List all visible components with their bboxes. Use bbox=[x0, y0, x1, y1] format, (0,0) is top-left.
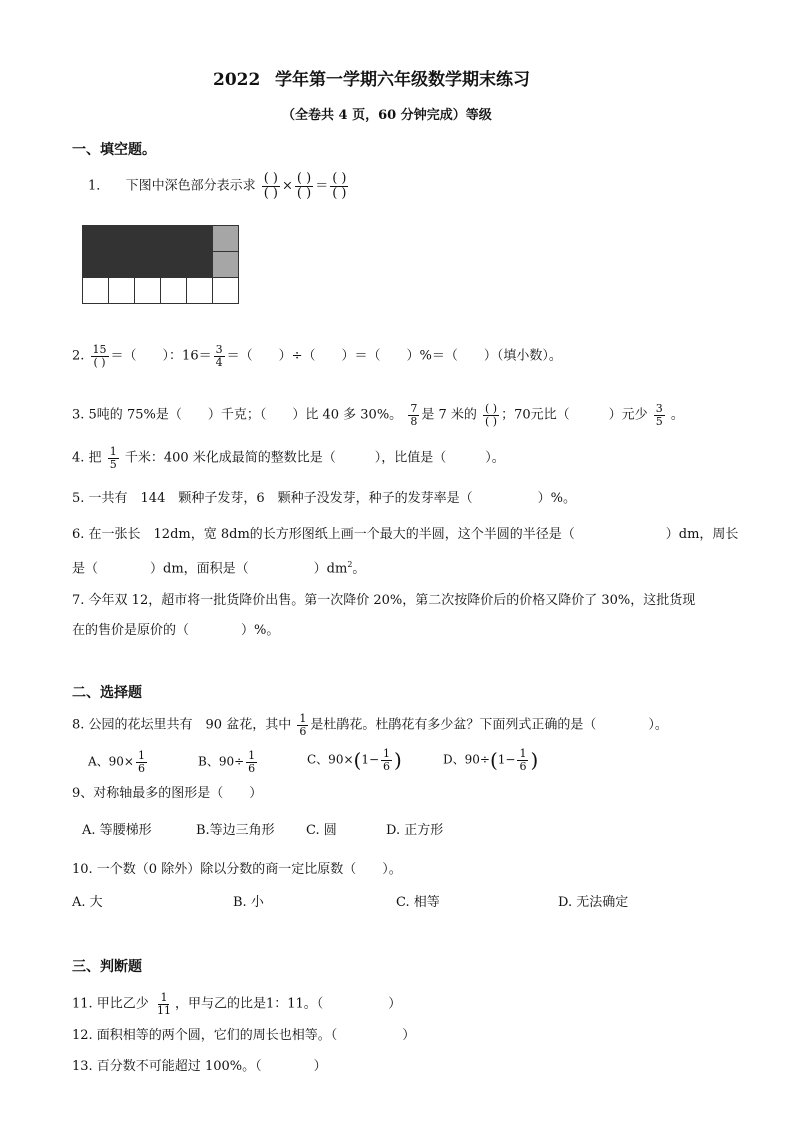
question-1: 1． 下图中深色部分表示求 $\frac{( )}{( )}$ × $\frac{( )}{( )}$ ＝ $\frac{( )}{( )}$ bbox=[88, 171, 347, 201]
option-10d[interactable]: D. 无法确定 bbox=[558, 895, 629, 910]
question-text: 11. 甲比乙少 bbox=[72, 996, 149, 1012]
fraction: $\frac{15}{( )}$ bbox=[92, 343, 107, 369]
fraction: $\frac{1}{6}$ bbox=[519, 747, 527, 773]
option-8d[interactable]: D、90÷(1− $\frac{1}{6}$ ) bbox=[443, 747, 539, 773]
fraction: $\frac{1}{6}$ bbox=[299, 712, 307, 738]
fraction: $\frac{7}{8}$ bbox=[410, 402, 418, 428]
fraction: $\frac{1}{6}$ bbox=[383, 747, 391, 773]
question-text: ＝（ ）：16＝ bbox=[110, 348, 212, 364]
blank-fraction[interactable]: $\frac{( )}{( )}$ bbox=[332, 171, 347, 201]
fraction: $\frac{3}{4}$ bbox=[215, 343, 223, 369]
fraction-grid-figure bbox=[82, 225, 239, 304]
superscript: 2 bbox=[347, 560, 353, 569]
question-7-line-1: 7. 今年双 12，超市将一批货降价出售。第一次降价 20%，第二次按降价后的价格又降价了 30%，这批货现 bbox=[72, 593, 696, 608]
question-8 bbox=[72, 713, 668, 737]
question-9: 9、对称轴最多的图形是（ ） bbox=[72, 786, 263, 801]
option-9d[interactable]: D. 正方形 bbox=[386, 823, 444, 838]
page-subtitle: （全卷共 4 页，60 分钟完成）等级 bbox=[282, 108, 492, 123]
option-10b[interactable]: B. 小 bbox=[233, 895, 264, 910]
option-8c[interactable]: C、90×(1− $\frac{1}{6}$ ) bbox=[307, 747, 402, 773]
question-11 bbox=[72, 992, 401, 1016]
question-text: 。 bbox=[670, 407, 684, 423]
option-10c[interactable]: C. 相等 bbox=[396, 895, 440, 910]
section-heading-judge: 三、判断题 bbox=[72, 959, 142, 975]
fraction: $\frac{1}{5}$ bbox=[109, 445, 117, 471]
option-10a[interactable]: A. 大 bbox=[72, 895, 103, 910]
blank-fraction[interactable]: $\frac{( )}{( )}$ bbox=[485, 402, 498, 428]
option-8b[interactable]: B、90÷ $\frac{1}{6}$ bbox=[198, 749, 256, 775]
question-text: 3. 5吨的 75%是（ ）千克；（ ）比 40 多 30%。 bbox=[72, 407, 403, 423]
question-text: 是杜鹃花。杜鹃花有多少盆？下面列式正确的是（ ）。 bbox=[310, 717, 668, 733]
page-title: 学年第一学期六年级数学期末练习 bbox=[275, 70, 530, 90]
question-text: 是 7 米的 bbox=[421, 407, 477, 423]
question-12: 12. 面积相等的两个圆，它们的周长也相等。（ ） bbox=[72, 1028, 416, 1043]
question-text: 下图中深色部分表示求 bbox=[125, 178, 256, 194]
fraction: $\frac{1}{6}$ bbox=[138, 749, 145, 775]
question-text: 8. 公园的花坛里共有 90 盆花，其中 bbox=[72, 717, 292, 733]
question-4 bbox=[72, 446, 505, 470]
question-text: 是（ ）dm，面积是（ ）dm bbox=[72, 561, 348, 577]
section-heading-fill: 一、填空题。 bbox=[72, 142, 156, 158]
question-text: 。 bbox=[352, 561, 366, 577]
question-5: 5. 一共有 144 颗种子发芽，6 颗种子没发芽，种子的发芽率是（ ）%。 bbox=[72, 491, 576, 506]
question-text: ＝（ ）÷（ ）＝（ ）%＝（ ）（填小数）。 bbox=[226, 348, 562, 364]
question-number: 1． bbox=[88, 178, 110, 194]
fraction: $\frac{3}{5}$ bbox=[655, 402, 663, 428]
fraction: $\frac{1}{11}$ bbox=[156, 991, 171, 1017]
question-3 bbox=[72, 403, 684, 427]
question-text: 千米：400 米化成最简的整数比是（ ），比值是（ ）。 bbox=[124, 450, 505, 466]
question-13: 13. 百分数不可能超过 100%。（ ） bbox=[72, 1059, 327, 1074]
year: 2022 bbox=[213, 70, 261, 90]
question-text: 4. 把 bbox=[72, 450, 102, 466]
question-text: ；70元比（ ）元少 bbox=[501, 407, 648, 423]
question-7-line-2: 在的售价是原价的（ ）%。 bbox=[72, 623, 280, 638]
question-10: 10. 一个数（0 除外）除以分数的商一定比原数（ ）。 bbox=[72, 862, 402, 877]
option-9b[interactable]: B.等边三角形 bbox=[196, 823, 275, 838]
question-6-line-1: 6. 在一张长 12dm，宽 8dm的长方形图纸上画一个最大的半圆，这个半圆的半径是（ ）dm，周长 bbox=[72, 527, 739, 542]
option-8a[interactable]: A、90× $\frac{1}{6}$ bbox=[88, 749, 145, 775]
question-2 bbox=[72, 344, 562, 368]
question-6-line-2 bbox=[72, 561, 365, 575]
section-heading-choice: 二、选择题 bbox=[72, 685, 142, 701]
question-text: ，甲与乙的比是1：11。（ ） bbox=[174, 996, 402, 1012]
blank-fraction[interactable]: $\frac{( )}{( )}$ bbox=[296, 171, 312, 201]
option-9a[interactable]: A. 等腰梯形 bbox=[82, 823, 152, 838]
fraction: $\frac{1}{6}$ bbox=[248, 749, 256, 775]
option-9c[interactable]: C. 圆 bbox=[306, 823, 337, 838]
blank-fraction[interactable]: $\frac{( )}{( )}$ bbox=[263, 171, 278, 201]
question-number: 2. bbox=[72, 348, 85, 364]
